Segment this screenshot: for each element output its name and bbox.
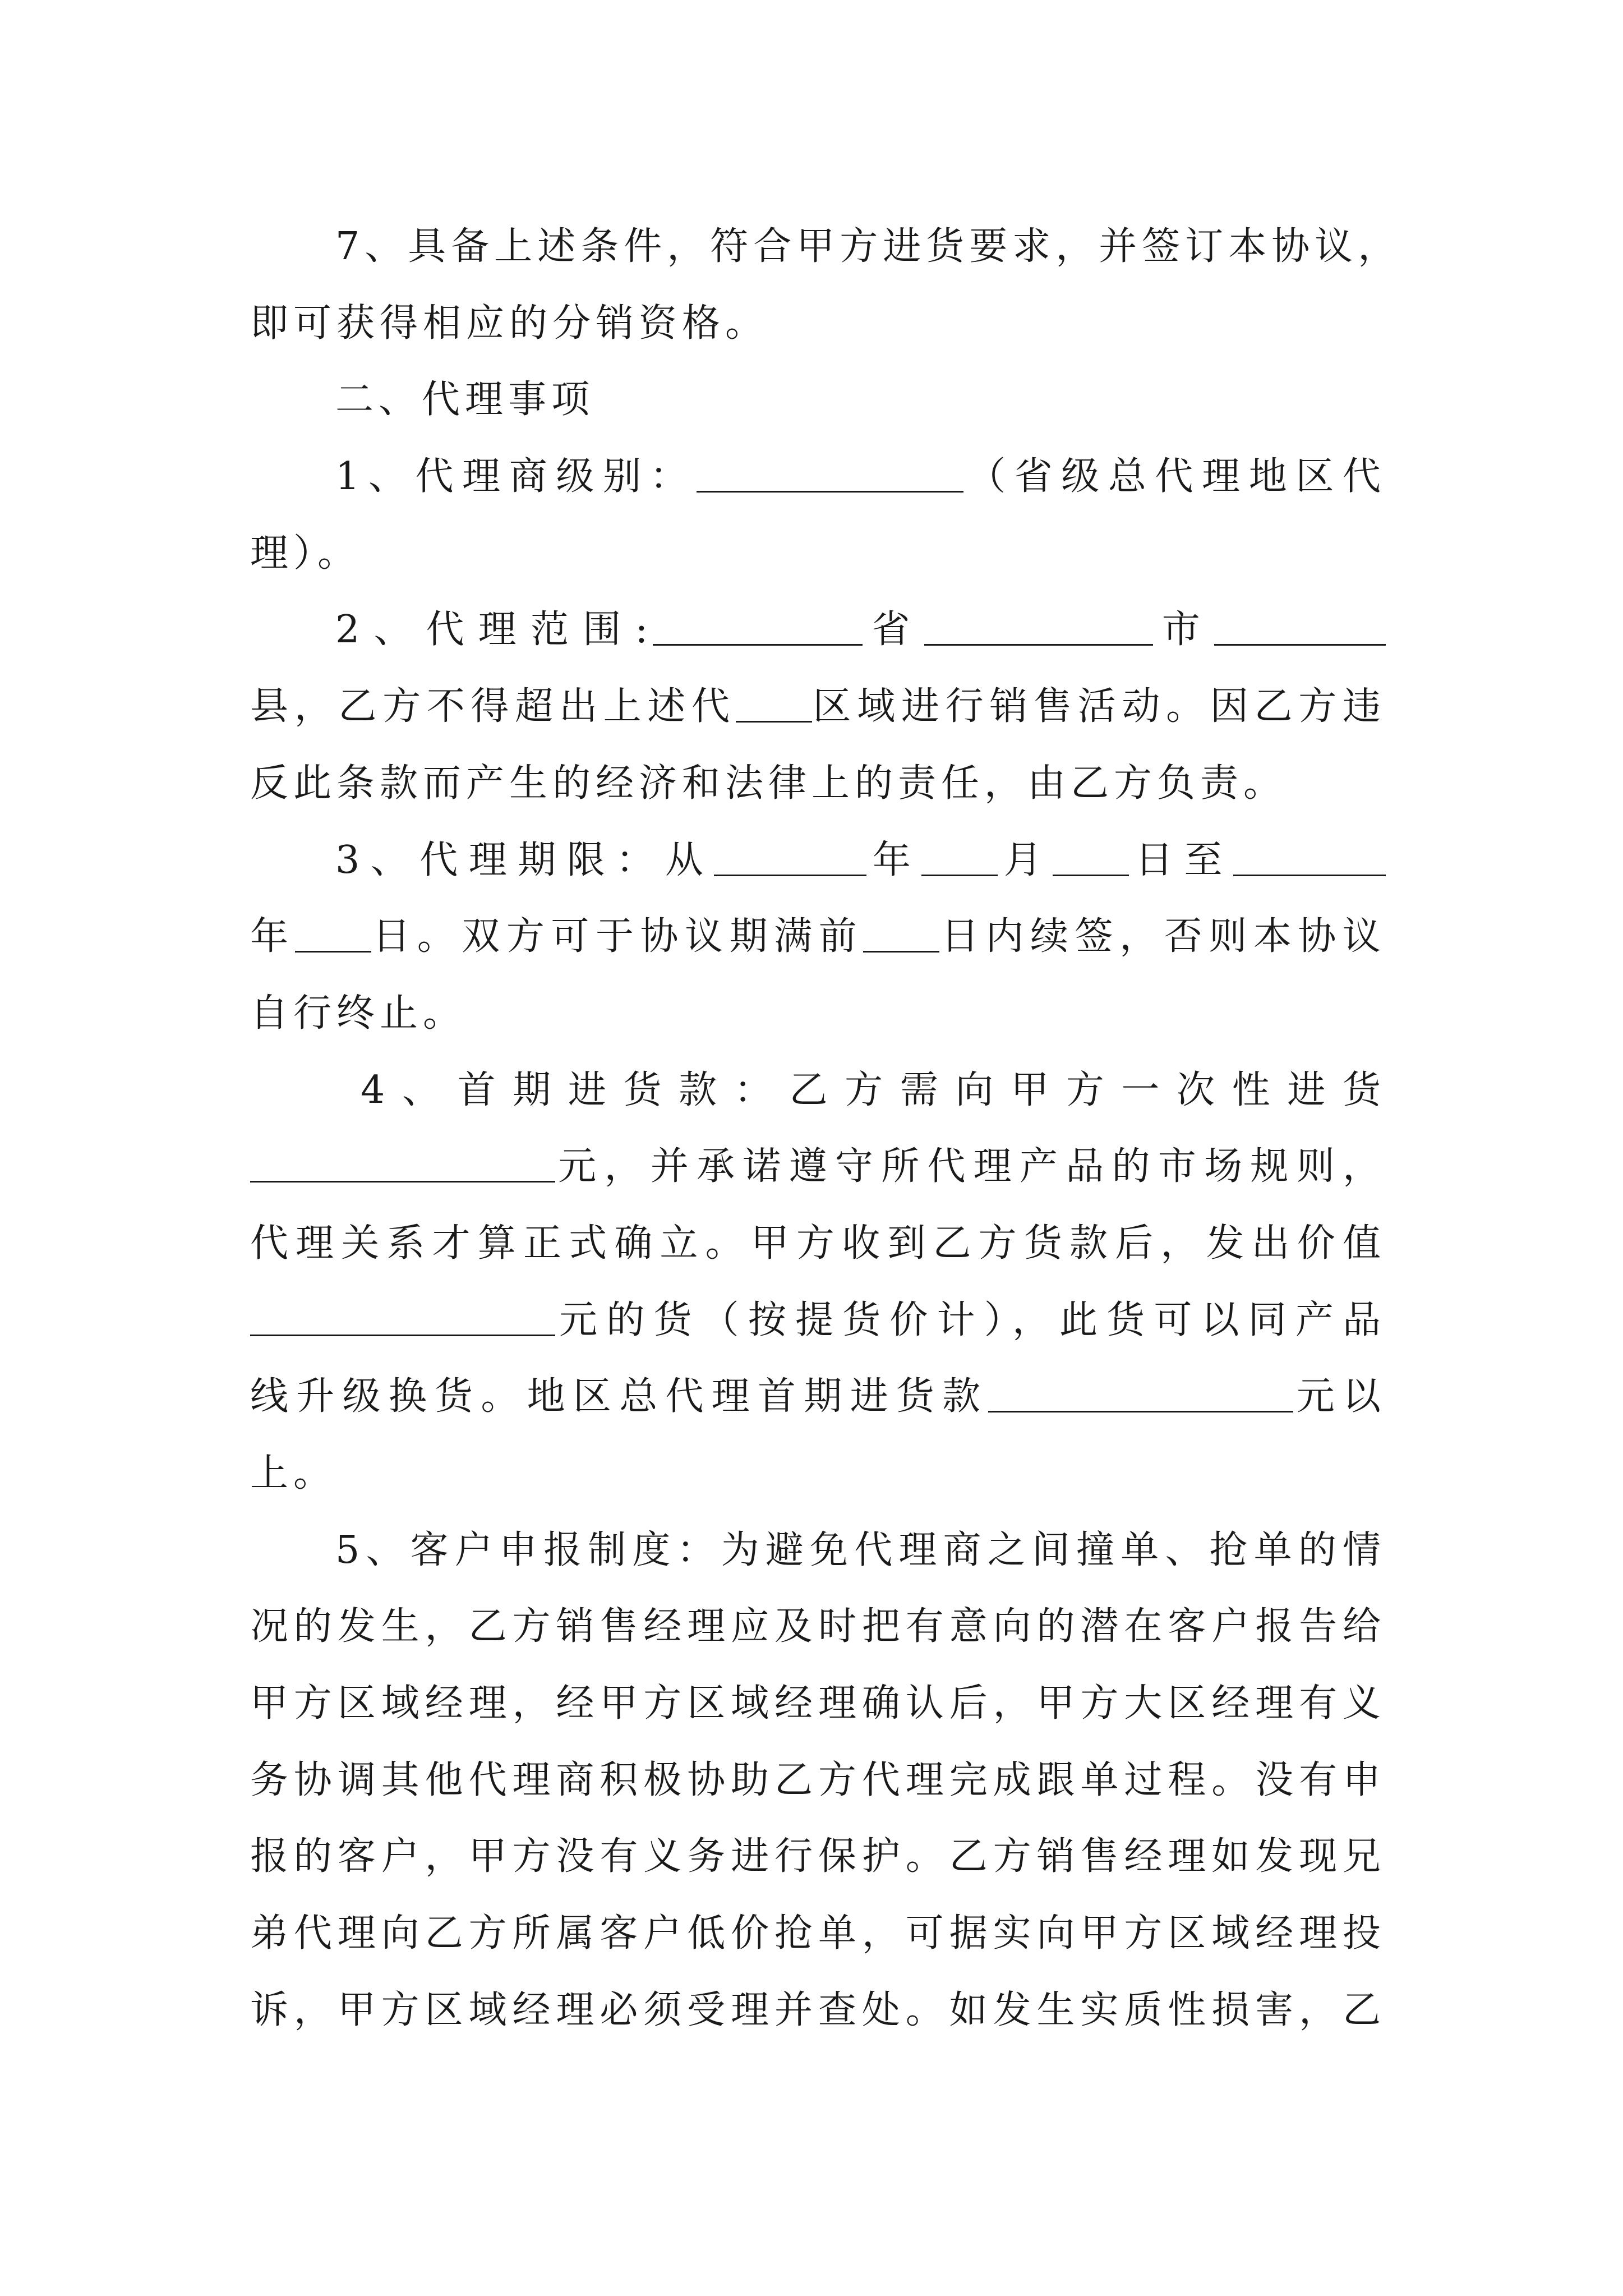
text-line: 理）。	[250, 531, 361, 576]
fill-in-blank	[921, 841, 998, 876]
text-line: 况的发生，乙方销售经理应及时把有意向的潜在客户报告给	[250, 1604, 1386, 1649]
fill-in-blank	[250, 1147, 555, 1182]
fill-in-blank	[924, 610, 1153, 646]
line-text-segment: 2、代理范围:	[335, 608, 653, 652]
text-line	[250, 899, 1386, 976]
line-text-segment: 1、代理商级别：	[335, 454, 697, 499]
section-heading: 二、代理事项	[335, 378, 595, 422]
text-line: 7、具备上述条件，符合甲方进货要求，并签订本协议，	[335, 224, 1401, 269]
line-text-segment: 月	[998, 838, 1053, 882]
text-line: 务协调其他代理商积极协助乙方代理完成跟单过程。没有申	[250, 1757, 1386, 1802]
paragraph-agency-scope	[250, 592, 1386, 822]
text-line: 自行终止。	[250, 991, 467, 1036]
fill-in-blank	[697, 457, 963, 493]
line-text-segment: 日至	[1129, 838, 1233, 882]
text-line: 即可获得相应的分销资格。	[250, 301, 769, 346]
line-text-segment: 省	[863, 608, 924, 652]
text-line: 4、首期进货款：乙方需向甲方一次性进货	[361, 1068, 1386, 1112]
fill-in-blank	[988, 1377, 1293, 1412]
fill-in-blank	[250, 1301, 555, 1336]
line-text-segment: 日内续签，否则本协议	[939, 914, 1386, 959]
fill-in-blank	[1233, 841, 1386, 876]
fill-in-blank	[1053, 841, 1129, 876]
line-text-segment: 日。双方可于协议期满前	[371, 914, 864, 959]
line-text-segment: 市	[1152, 608, 1214, 652]
line-text-segment: 县，乙方不得超出上述代	[250, 684, 736, 729]
text-line: 5、客户申报制度：为避免代理商之间撞单、抢单的情	[335, 1527, 1386, 1572]
text-line	[250, 592, 1386, 669]
fill-in-blank	[1214, 610, 1386, 646]
fill-in-blank	[295, 917, 371, 953]
fill-in-blank	[736, 687, 812, 723]
text-line: 报的客户，甲方没有义务进行保护。乙方销售经理如发现兄	[250, 1834, 1386, 1879]
text-line	[250, 1282, 1386, 1359]
paragraph-agency-term	[250, 822, 1386, 1052]
text-line: 诉，甲方区域经理必须受理并查处。如发生实质性损害，乙	[250, 1987, 1386, 2032]
line-text-segment: （省级总代理地区代	[963, 454, 1386, 499]
line-text-segment: 年	[250, 914, 295, 959]
line-text-segment: 元的货（按提货价计），此货可以同产品	[555, 1297, 1386, 1342]
line-text-segment: 元，并承诺遵守所代理产品的市场规则，	[555, 1144, 1386, 1189]
paragraph-agent-level	[250, 439, 1386, 592]
fill-in-blank	[863, 917, 939, 953]
text-line	[250, 1359, 1386, 1435]
line-text-segment: 年	[866, 838, 922, 882]
document-body	[250, 209, 1401, 2049]
paragraph-initial-purchase	[250, 1052, 1386, 1512]
fill-in-blank	[653, 610, 863, 646]
paragraph-customer-registration	[250, 1512, 1386, 2049]
text-line	[250, 1129, 1386, 1205]
text-line: 弟代理向乙方所属客户低价抢单，可据实向甲方区域经理投	[250, 1911, 1386, 1956]
paragraph-distribution-qualification	[250, 209, 1401, 362]
fill-in-blank	[714, 841, 866, 876]
section-heading-agency-matters	[250, 362, 1386, 439]
line-text-segment: 元以	[1293, 1374, 1386, 1419]
text-line	[250, 822, 1386, 899]
text-line: 反此条款而产生的经济和法律上的责任，由乙方负责。	[250, 761, 1287, 806]
text-line: 上。	[250, 1451, 337, 1496]
text-line	[250, 669, 1386, 746]
line-text-segment: 3、代理期限：从	[335, 838, 714, 882]
text-line: 甲方区域经理，经甲方区域经理确认后，甲方大区经理有义	[250, 1681, 1386, 1726]
text-line: 代理关系才算正式确立。甲方收到乙方货款后，发出价值	[250, 1221, 1386, 1266]
line-text-segment: 区域进行销售活动。因乙方违	[811, 684, 1386, 729]
line-text-segment: 线升级换货。地区总代理首期进货款	[250, 1374, 989, 1419]
text-line	[250, 439, 1386, 516]
